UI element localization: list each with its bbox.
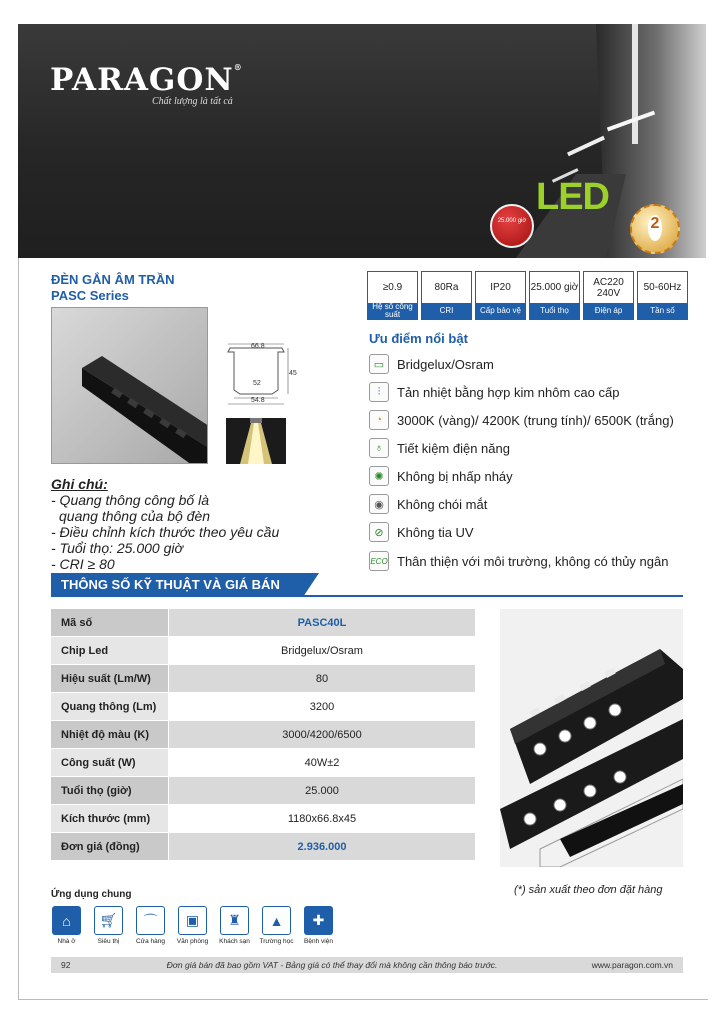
- school-icon: ▲: [262, 906, 291, 935]
- led-logo: LED: [536, 176, 609, 218]
- table-row: Kích thước (mm) 1180x66.8x45: [51, 805, 475, 833]
- page-number: 92: [61, 960, 71, 970]
- specs-section-title: THÔNG SỐ KỸ THUẬT VÀ GIÁ BÁN: [51, 573, 303, 597]
- order-note: (*) sản xuất theo đơn đặt hàng: [514, 884, 663, 896]
- feature-item: ♁ Tiết kiệm điện năng: [369, 437, 699, 459]
- specs-section-header: [51, 573, 683, 597]
- product-title: [51, 272, 175, 304]
- note-line: quang thông của bộ đèn: [59, 508, 211, 524]
- heat-sink-icon: ⫶: [369, 382, 389, 402]
- product-title-line1: ĐÈN GẮN ÂM TRẦN: [51, 272, 175, 287]
- spec-box-voltage: AC220 240V Điện áp: [583, 271, 634, 320]
- product-series: PASC Series: [51, 288, 129, 303]
- cart-icon: 🛒︎: [94, 906, 123, 935]
- eco-icon: ECO: [369, 551, 389, 571]
- table-row: Quang thông (Lm) 3200: [51, 693, 475, 721]
- table-row: Chip Led Bridgelux/Osram: [51, 637, 475, 665]
- application-item: 🛒︎ Siêu thị: [93, 906, 124, 945]
- application-item: ✚ Bệnh viện: [303, 906, 334, 945]
- no-uv-icon: ⊘: [369, 522, 389, 542]
- application-item: ▲ Trường học: [261, 906, 292, 945]
- feature-item: ECO Thân thiện với môi trường, không có thủy ngân: [369, 550, 699, 572]
- table-row: Hiệu suất (Lm/W) 80: [51, 665, 475, 693]
- application-item: ⌂ Nhà ở: [51, 906, 82, 945]
- spec-boxes: [367, 271, 688, 320]
- spec-box-frequency: 50-60Hz Tần số: [637, 271, 688, 320]
- application-item: ♜ Khách sạn: [219, 906, 250, 945]
- years-warranty-badge: 2: [630, 204, 680, 254]
- hero-banner: [18, 24, 706, 258]
- table-row: Nhiệt độ màu (K) 3000/4200/6500: [51, 721, 475, 749]
- application-item: ▣ Văn phòng: [177, 906, 208, 945]
- website-url[interactable]: www.paragon.com.vn: [591, 960, 673, 970]
- dim-width-bottom: 54.8: [251, 397, 265, 404]
- notes-heading: Ghi chú:: [51, 476, 108, 492]
- feature-item: ◉ Không chói mắt: [369, 493, 699, 515]
- applications-title: Ứng dụng chung: [51, 889, 132, 900]
- features-title: Ưu điểm nổi bật: [369, 331, 468, 346]
- note-line: - Tuổi thọ: 25.000 giờ: [51, 540, 183, 556]
- feature-item: ✺ Không bị nhấp nháy: [369, 465, 699, 487]
- product-photo: [500, 609, 683, 867]
- no-flicker-icon: ✺: [369, 466, 389, 486]
- energy-saving-icon: ♁: [369, 438, 389, 458]
- hospital-icon: ✚: [304, 906, 333, 935]
- home-icon: ⌂: [52, 906, 81, 935]
- dim-inner: 52: [253, 380, 261, 387]
- color-temp-icon: ◔: [369, 410, 389, 430]
- applications-list: [51, 906, 334, 945]
- dim-width-top: 66.8: [251, 343, 265, 350]
- office-icon: ▣: [178, 906, 207, 935]
- feature-item: ⊘ Không tia UV: [369, 521, 699, 543]
- table-row: Đơn giá (đồng) 2.936.000: [51, 833, 475, 861]
- product-image: [51, 307, 208, 464]
- spec-box-ip: IP20 Cấp bảo vệ: [475, 271, 526, 320]
- footer: [51, 957, 683, 973]
- note-line: - CRI ≥ 80: [51, 556, 115, 572]
- table-row: Công suất (W) 40W±2: [51, 749, 475, 777]
- application-item: ⌒ Cửa hàng: [135, 906, 166, 945]
- notes: [51, 476, 279, 572]
- feature-item: ▭ Bridgelux/Osram: [369, 353, 699, 375]
- spec-box-cri: 80Ra CRI: [421, 271, 472, 320]
- specs-table: [51, 609, 475, 861]
- feature-item: ⫶ Tản nhiệt bằng hợp kim nhôm cao cấp: [369, 381, 699, 403]
- light-beam-image: [226, 418, 286, 464]
- brand-logo: PARAGON®: [50, 62, 243, 98]
- footer-note: Đơn giá bán đã bao gồm VAT - Bảng giá có thể thay đổi mà không cần thông báo trước.: [166, 960, 498, 970]
- table-row: Mã số PASC40L: [51, 609, 475, 637]
- warranty-badge: 25.000 giờ: [490, 204, 534, 248]
- shoe-icon: ⌒: [136, 906, 165, 935]
- note-line: - Điều chỉnh kích thước theo yêu cầu: [51, 524, 280, 540]
- table-row: Tuổi thọ (giờ) 25.000: [51, 777, 475, 805]
- hotel-icon: ♜: [220, 906, 249, 935]
- note-line: - Quang thông công bố là: [51, 492, 210, 508]
- spec-box-power-factor: ≥0.9 Hệ số công suất: [367, 271, 418, 320]
- brand-tagline: Chất lượng là tất cả: [152, 96, 233, 107]
- led-chip-icon: ▭: [369, 354, 389, 374]
- feature-item: ◔ 3000K (vàng)/ 4200K (trung tính)/ 6500K (trắng): [369, 409, 699, 431]
- dim-height: 45: [289, 370, 297, 377]
- no-glare-icon: ◉: [369, 494, 389, 514]
- spec-box-lifetime: 25.000 giờ Tuổi thọ: [529, 271, 580, 320]
